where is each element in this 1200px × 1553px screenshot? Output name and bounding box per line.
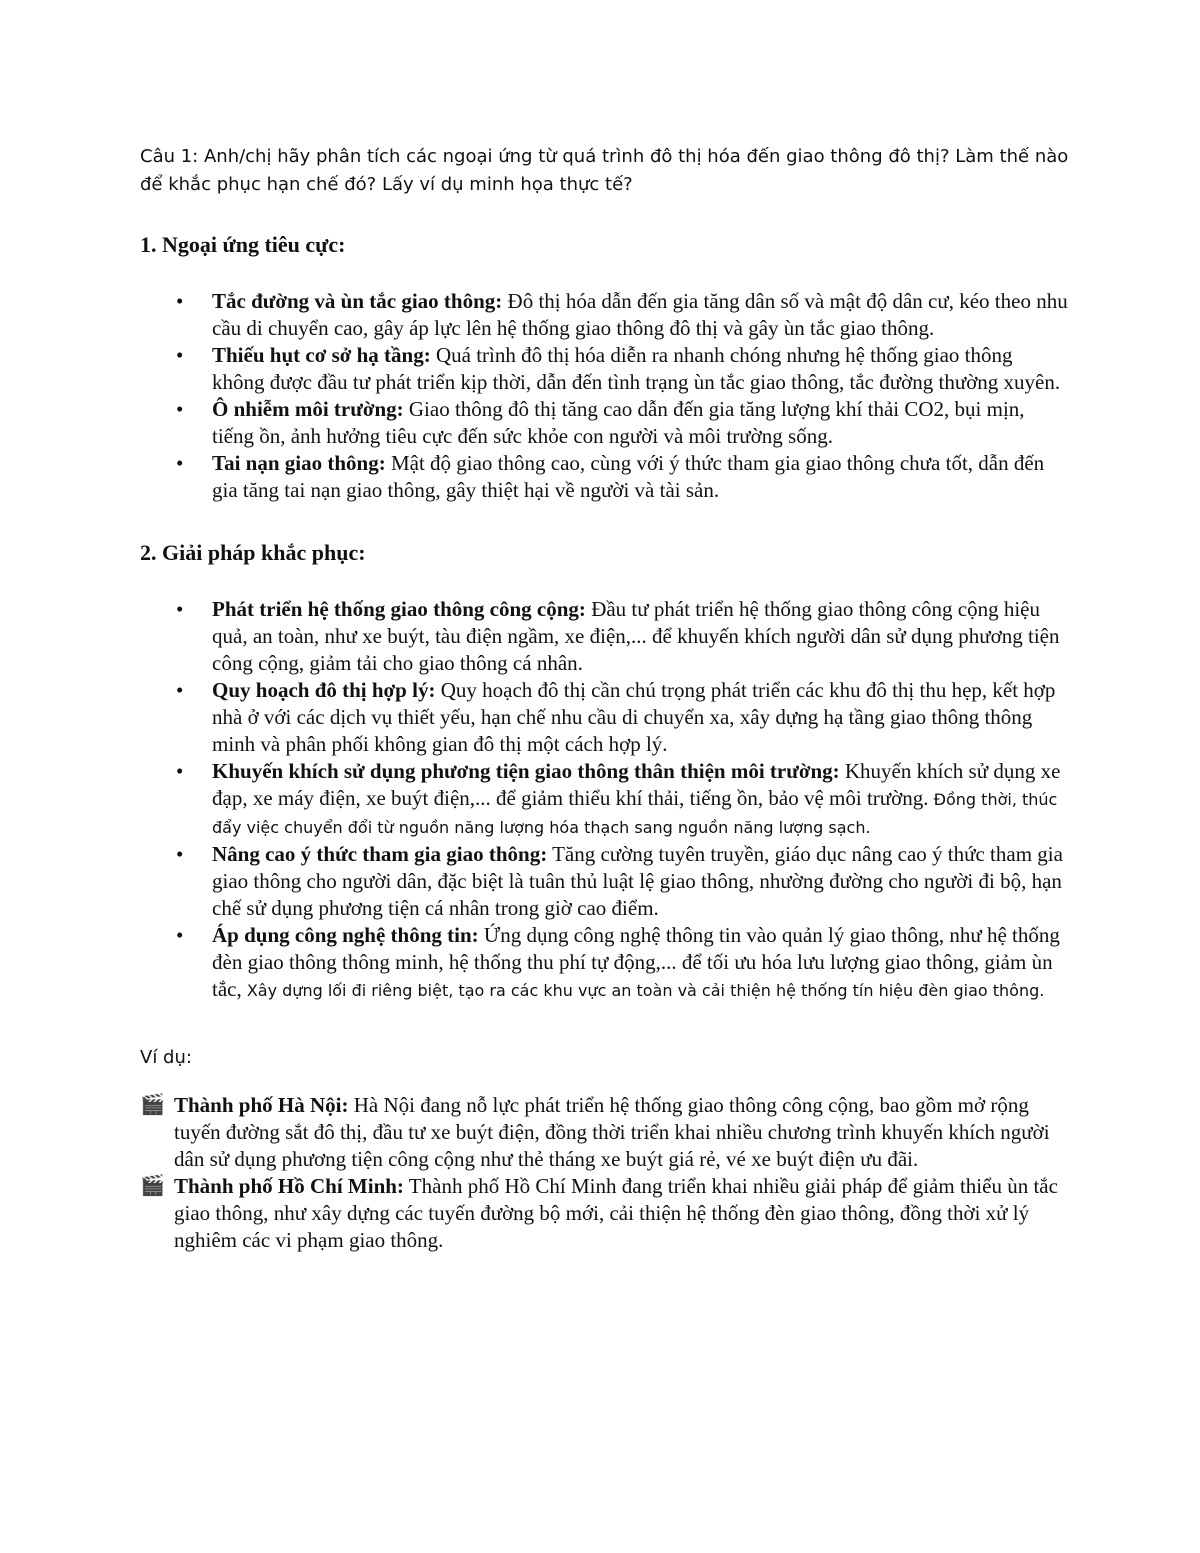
list-item <box>140 396 1070 450</box>
bullet-icon: • <box>176 923 184 947</box>
item-term: Áp dụng công nghệ thông tin: <box>212 923 479 947</box>
example-hcmc <box>140 1173 1070 1254</box>
bullet-icon: • <box>176 451 184 475</box>
list-item <box>140 596 1070 677</box>
example-hanoi <box>140 1092 1070 1173</box>
bullet-icon: • <box>176 597 184 621</box>
item-text: Đô thị hóa dẫn đến gia tăng dân số và mật độ dân cư, kéo theo nhu cầu di chuyển cao, gây áp lực lên hệ thống giao thông đô thị và gây ùn tắc giao thông. <box>212 289 1068 340</box>
list-item <box>140 288 1070 342</box>
item-text: Ứng dụng công nghệ thông tin vào quản lý giao thông, như hệ thống đèn giao thông thông minh, hệ thống thu phí tự động,... để tối ưu hóa lưu lượng giao thông, giảm ùn tắc, <box>212 923 1060 1001</box>
solutions-list <box>140 596 1070 1004</box>
item-text: Đầu tư phát triển hệ thống giao thông công cộng hiệu quả, an toàn, như xe buýt, tàu điện ngầm, xe điện,... để khuyến khích người dân sử dụng phương tiện công cộng, giảm tải cho giao thông cá nhân. <box>212 597 1060 675</box>
item-term: Phát triển hệ thống giao thông công cộng: <box>212 597 586 621</box>
example-text: Thành phố Hồ Chí Minh đang triển khai nhiều giải pháp để giảm thiểu ùn tắc giao thông, như xây dựng các tuyến đường bộ mới, cải thiện hệ thống đèn giao thông, đồng thời xử lý nghiêm các vi phạm giao thông. <box>174 1174 1058 1252</box>
item-text: Khuyến khích sử dụng xe đạp, xe máy điện, xe buýt điện,... để giảm thiểu khí thải, tiếng ồn, bảo vệ môi trường. <box>212 759 1061 810</box>
list-item <box>140 677 1070 758</box>
bullet-icon: • <box>176 759 184 783</box>
bullet-icon: • <box>176 289 184 313</box>
item-term: Tai nạn giao thông: <box>212 451 386 475</box>
negative-externalities-list <box>140 288 1070 504</box>
section-heading-solutions: 2. Giải pháp khắc phục: <box>140 540 366 565</box>
item-text: Quá trình đô thị hóa diễn ra nhanh chóng nhưng hệ thống giao thông không được đầu tư phát triển kịp thời, dẫn đến tình trạng ùn tắc giao thông, tắc đường thường xuyên. <box>212 343 1061 394</box>
list-item <box>140 922 1070 1004</box>
item-term: Ô nhiễm môi trường: <box>212 397 404 421</box>
bullet-icon: • <box>176 678 184 702</box>
document-page <box>140 143 1070 1254</box>
bullet-icon: • <box>176 397 184 421</box>
bullet-icon: • <box>176 343 184 367</box>
item-text: Giao thông đô thị tăng cao dẫn đến gia tăng lượng khí thải CO2, bụi mịn, tiếng ồn, ảnh hưởng tiêu cực đến sức khỏe con người và môi trường sống. <box>212 397 1025 448</box>
item-term: Thiếu hụt cơ sở hạ tầng: <box>212 343 431 367</box>
item-term: Khuyến khích sử dụng phương tiện giao thông thân thiện môi trường: <box>212 759 840 783</box>
list-item <box>140 758 1070 841</box>
item-text: Tăng cường tuyên truyền, giáo dục nâng cao ý thức tham gia giao thông cho người dân, đặc biệt là tuân thủ luật lệ giao thông, nhường đường cho người đi bộ, hạn chế sử dụng phương tiện cá nhân trong giờ cao điểm. <box>212 842 1063 920</box>
item-text-tail: Đồng thời, thúc đẩy việc chuyển đổi từ nguồn năng lượng hóa thạch sang nguồn năng lượng sạch. <box>212 790 1058 837</box>
clapperboard-icon: 🎬 <box>140 1175 165 1197</box>
item-term: Nâng cao ý thức tham gia giao thông: <box>212 842 548 866</box>
example-text: Hà Nội đang nỗ lực phát triển hệ thống giao thông công cộng, bao gồm mở rộng tuyến đường sắt đô thị, đầu tư xe buýt điện, đồng thời triển khai nhiều chương trình khuyến khích người dân sử dụng phương tiện công cộng như thẻ tháng xe buýt giá rẻ, vé xe buýt điện ưu đãi. <box>174 1093 1050 1171</box>
example-term: Thành phố Hà Nội: <box>174 1093 349 1117</box>
list-item <box>140 841 1070 922</box>
list-item <box>140 450 1070 504</box>
item-text-tail: Xây dựng lối đi riêng biệt, tạo ra các khu vực an toàn và cải thiện hệ thống tín hiệu đèn giao thông. <box>241 981 1045 1000</box>
item-term: Tắc đường và ùn tắc giao thông: <box>212 289 503 313</box>
section-heading-negative-externalities: 1. Ngoại ứng tiêu cực: <box>140 232 346 257</box>
item-term: Quy hoạch đô thị hợp lý: <box>212 678 436 702</box>
item-text: Quy hoạch đô thị cần chú trọng phát triển các khu đô thị thu hẹp, kết hợp nhà ở với các dịch vụ thiết yếu, hạn chế nhu cầu di chuyển xa, xây dựng hạ tầng giao thông thông minh và phân phối không gian đô thị một cách hợp lý. <box>212 678 1056 756</box>
bullet-icon: • <box>176 842 184 866</box>
example-term: Thành phố Hồ Chí Minh: <box>174 1174 404 1198</box>
list-item <box>140 342 1070 396</box>
item-text: Mật độ giao thông cao, cùng với ý thức tham gia giao thông chưa tốt, dẫn đến gia tăng tai nạn giao thông, gây thiệt hại về người và tài sản. <box>212 451 1045 502</box>
question-text: Câu 1: Anh/chị hãy phân tích các ngoại ứng từ quá trình đô thị hóa đến giao thông đô thị? Làm thế nào để khắc phục hạn chế đó? Lấy ví dụ minh họa thực tế? <box>140 146 1069 195</box>
clapperboard-icon: 🎬 <box>140 1094 165 1116</box>
examples-label: Ví dụ: <box>140 1047 192 1068</box>
